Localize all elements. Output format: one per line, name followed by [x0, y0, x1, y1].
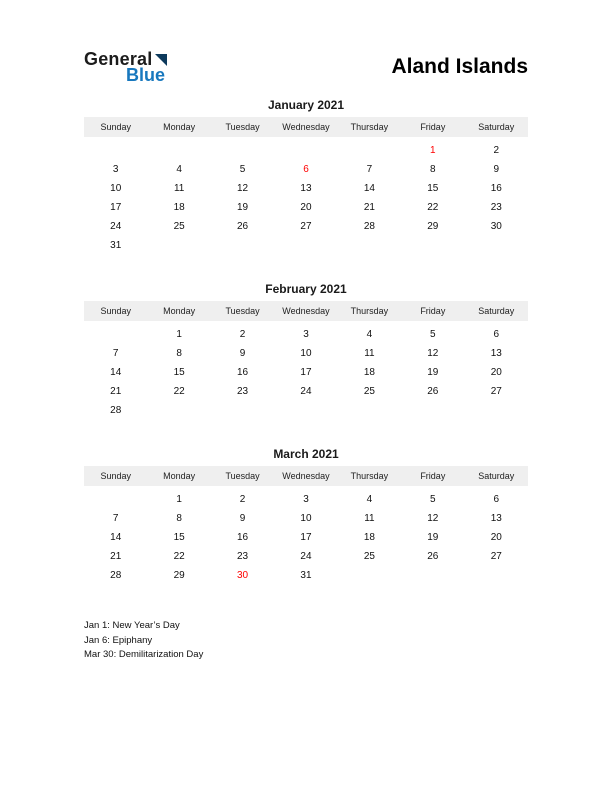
- day-cell: 12: [236, 183, 249, 194]
- day-cell: 30: [490, 221, 502, 232]
- day-cell: 6: [493, 329, 500, 340]
- week-row: [84, 486, 528, 509]
- day-cell: 21: [110, 551, 122, 562]
- day-cell: 23: [236, 386, 249, 397]
- day-cell: 15: [173, 532, 185, 543]
- empty-day-cell: [274, 137, 337, 160]
- calendar-grid-february-2021: [84, 301, 528, 420]
- calendar-grid-march-2021: [84, 466, 528, 585]
- empty-day-cell: [147, 137, 210, 160]
- weekday-header-friday: Friday: [401, 117, 464, 137]
- weekday-header-monday: Monday: [147, 117, 210, 137]
- weekday-header-thursday: Thursday: [338, 301, 401, 321]
- empty-day-cell: [338, 137, 401, 160]
- day-cell: 5: [239, 164, 246, 175]
- weekday-header-sunday: Sunday: [84, 117, 147, 137]
- page-title: Aland Islands: [391, 55, 528, 78]
- day-cell: 7: [366, 164, 373, 175]
- day-cell: 28: [110, 405, 122, 416]
- day-cell: 16: [236, 532, 249, 543]
- week-row: [84, 363, 528, 382]
- day-cell: 16: [236, 367, 249, 378]
- empty-day-cell: [84, 486, 147, 509]
- day-cell: 12: [427, 348, 439, 359]
- weekday-header-wednesday: Wednesday: [274, 301, 337, 321]
- day-cell: 4: [176, 164, 182, 175]
- day-cell: 11: [173, 183, 185, 194]
- day-cell: 11: [364, 348, 375, 359]
- week-row: [84, 382, 528, 401]
- calendar-content: [84, 0, 528, 663]
- week-row: [84, 566, 528, 585]
- empty-day-cell: [147, 236, 210, 255]
- day-cell: 3: [303, 329, 309, 340]
- holiday-note: Jan 6: Epiphany: [84, 634, 153, 646]
- holiday-note: Mar 30: Demilitarization Day: [84, 649, 204, 661]
- day-cell: 26: [427, 551, 439, 562]
- page-header: [84, 50, 528, 84]
- day-cell: 20: [490, 532, 502, 543]
- week-row: [84, 547, 528, 566]
- day-cell: 27: [300, 221, 312, 232]
- day-cell: 18: [363, 532, 375, 543]
- holiday-note: Jan 1: New Year’s Day: [84, 620, 180, 631]
- day-cell: 10: [110, 183, 122, 194]
- weekday-header-row: [84, 466, 528, 486]
- logo-text-blue: Blue: [126, 65, 166, 85]
- logo-text-general: General: [84, 49, 153, 69]
- months-container: [84, 98, 528, 585]
- day-cell: 8: [430, 164, 436, 175]
- day-cell: 10: [300, 513, 312, 524]
- week-row: [84, 528, 528, 547]
- general-blue-logo: [84, 50, 167, 84]
- day-cell: 12: [427, 513, 439, 524]
- day-cell: 15: [427, 183, 439, 194]
- day-cell: 25: [363, 551, 375, 562]
- day-cell: 8: [176, 513, 182, 524]
- empty-day-cell: [465, 566, 528, 585]
- week-row: [84, 509, 528, 528]
- empty-day-cell: [211, 401, 274, 420]
- weekday-header-saturday: Saturday: [465, 301, 528, 321]
- day-cell: 22: [173, 386, 185, 397]
- weekday-header-row: [84, 301, 528, 321]
- day-cell: 28: [363, 221, 375, 232]
- day-cell: 27: [490, 551, 502, 562]
- month-title-february-2021: February 2021: [265, 282, 347, 296]
- day-cell: 23: [236, 551, 249, 562]
- day-cell: 23: [490, 202, 502, 213]
- day-cell: 8: [176, 348, 182, 359]
- day-cell: 19: [427, 367, 439, 378]
- month-march-2021: [84, 447, 528, 585]
- week-row: [84, 321, 528, 344]
- month-february-2021: [84, 282, 528, 420]
- weekday-header-monday: Monday: [147, 466, 210, 486]
- day-cell: 25: [363, 386, 375, 397]
- day-cell: 22: [173, 551, 185, 562]
- weekday-header-row: [84, 117, 528, 137]
- empty-day-cell: [211, 137, 274, 160]
- day-cell: 2: [239, 494, 246, 505]
- day-cell: 5: [430, 329, 436, 340]
- empty-day-cell: [465, 236, 528, 255]
- empty-day-cell: [84, 321, 147, 344]
- weekday-header-wednesday: Wednesday: [274, 117, 337, 137]
- day-cell: 2: [493, 145, 500, 156]
- day-cell: 13: [490, 348, 502, 359]
- weekday-header-saturday: Saturday: [465, 117, 528, 137]
- day-cell: 31: [110, 240, 122, 251]
- day-cell: 29: [173, 570, 185, 581]
- weekday-header-sunday: Sunday: [84, 301, 147, 321]
- weekday-header-tuesday: Tuesday: [211, 466, 274, 486]
- day-cell: 9: [239, 513, 246, 524]
- day-cell: 31: [300, 570, 312, 581]
- day-cell: 6: [493, 494, 500, 505]
- day-cell: 15: [173, 367, 185, 378]
- weekday-header-friday: Friday: [401, 466, 464, 486]
- weekday-header-monday: Monday: [147, 301, 210, 321]
- empty-day-cell: [338, 236, 401, 255]
- empty-day-cell: [147, 401, 210, 420]
- empty-day-cell: [465, 401, 528, 420]
- day-cell: 18: [173, 202, 185, 213]
- weekday-header-friday: Friday: [401, 301, 464, 321]
- day-cell: 27: [490, 386, 502, 397]
- empty-day-cell: [401, 566, 464, 585]
- day-cell: 20: [490, 367, 502, 378]
- day-cell: 17: [300, 367, 312, 378]
- day-cell: 6: [303, 164, 309, 175]
- day-cell: 25: [173, 221, 185, 232]
- month-title-march-2021: March 2021: [273, 447, 339, 461]
- day-cell: 11: [364, 513, 375, 524]
- week-row: [84, 401, 528, 420]
- weekday-header-saturday: Saturday: [465, 466, 528, 486]
- day-cell: 22: [427, 202, 439, 213]
- day-cell: 19: [236, 202, 249, 213]
- day-cell: 3: [303, 494, 309, 505]
- weekday-header-thursday: Thursday: [338, 117, 401, 137]
- day-cell: 5: [430, 494, 436, 505]
- day-cell: 9: [493, 164, 500, 175]
- day-cell: 1: [176, 494, 182, 505]
- week-row: [84, 236, 528, 255]
- day-cell: 24: [110, 221, 122, 232]
- day-cell: 17: [300, 532, 312, 543]
- week-row: [84, 198, 528, 217]
- day-cell: 24: [300, 551, 312, 562]
- day-cell: 7: [112, 348, 119, 359]
- day-cell: 4: [366, 494, 373, 505]
- empty-day-cell: [274, 401, 337, 420]
- day-cell: 14: [363, 183, 375, 194]
- day-cell: 19: [427, 532, 439, 543]
- empty-day-cell: [401, 236, 464, 255]
- week-row: [84, 217, 528, 236]
- week-row: [84, 344, 528, 363]
- day-cell: 1: [430, 145, 436, 156]
- day-cell: 17: [110, 202, 122, 213]
- weekday-header-sunday: Sunday: [84, 466, 147, 486]
- calendar-grid-january-2021: [84, 117, 528, 255]
- week-row: [84, 137, 528, 160]
- weekday-header-wednesday: Wednesday: [274, 466, 337, 486]
- day-cell: 13: [300, 183, 312, 194]
- day-cell: 16: [490, 183, 502, 194]
- weekday-header-tuesday: Tuesday: [211, 117, 274, 137]
- day-cell: 18: [363, 367, 375, 378]
- empty-day-cell: [211, 236, 274, 255]
- day-cell: 30: [236, 570, 249, 581]
- day-cell: 3: [112, 164, 119, 175]
- day-cell: 9: [239, 348, 246, 359]
- day-cell: 26: [236, 221, 249, 232]
- day-cell: 4: [366, 329, 373, 340]
- day-cell: 21: [363, 202, 375, 213]
- empty-day-cell: [401, 401, 464, 420]
- weekday-header-thursday: Thursday: [338, 466, 401, 486]
- day-cell: 28: [110, 570, 122, 581]
- day-cell: 10: [300, 348, 312, 359]
- day-cell: 13: [490, 513, 502, 524]
- empty-day-cell: [274, 236, 337, 255]
- weekday-header-tuesday: Tuesday: [211, 301, 274, 321]
- day-cell: 1: [176, 329, 182, 340]
- month-title-january-2021: January 2021: [267, 98, 345, 112]
- empty-day-cell: [84, 137, 147, 160]
- holiday-notes: [84, 619, 528, 663]
- day-cell: 29: [427, 221, 439, 232]
- empty-day-cell: [338, 566, 401, 585]
- day-cell: 14: [110, 532, 122, 543]
- day-cell: 2: [239, 329, 246, 340]
- day-cell: 21: [110, 386, 122, 397]
- week-row: [84, 160, 528, 179]
- empty-day-cell: [338, 401, 401, 420]
- day-cell: 14: [110, 367, 122, 378]
- day-cell: 20: [300, 202, 312, 213]
- day-cell: 26: [427, 386, 439, 397]
- week-row: [84, 179, 528, 198]
- day-cell: 7: [112, 513, 119, 524]
- month-january-2021: [84, 98, 528, 255]
- day-cell: 24: [300, 386, 312, 397]
